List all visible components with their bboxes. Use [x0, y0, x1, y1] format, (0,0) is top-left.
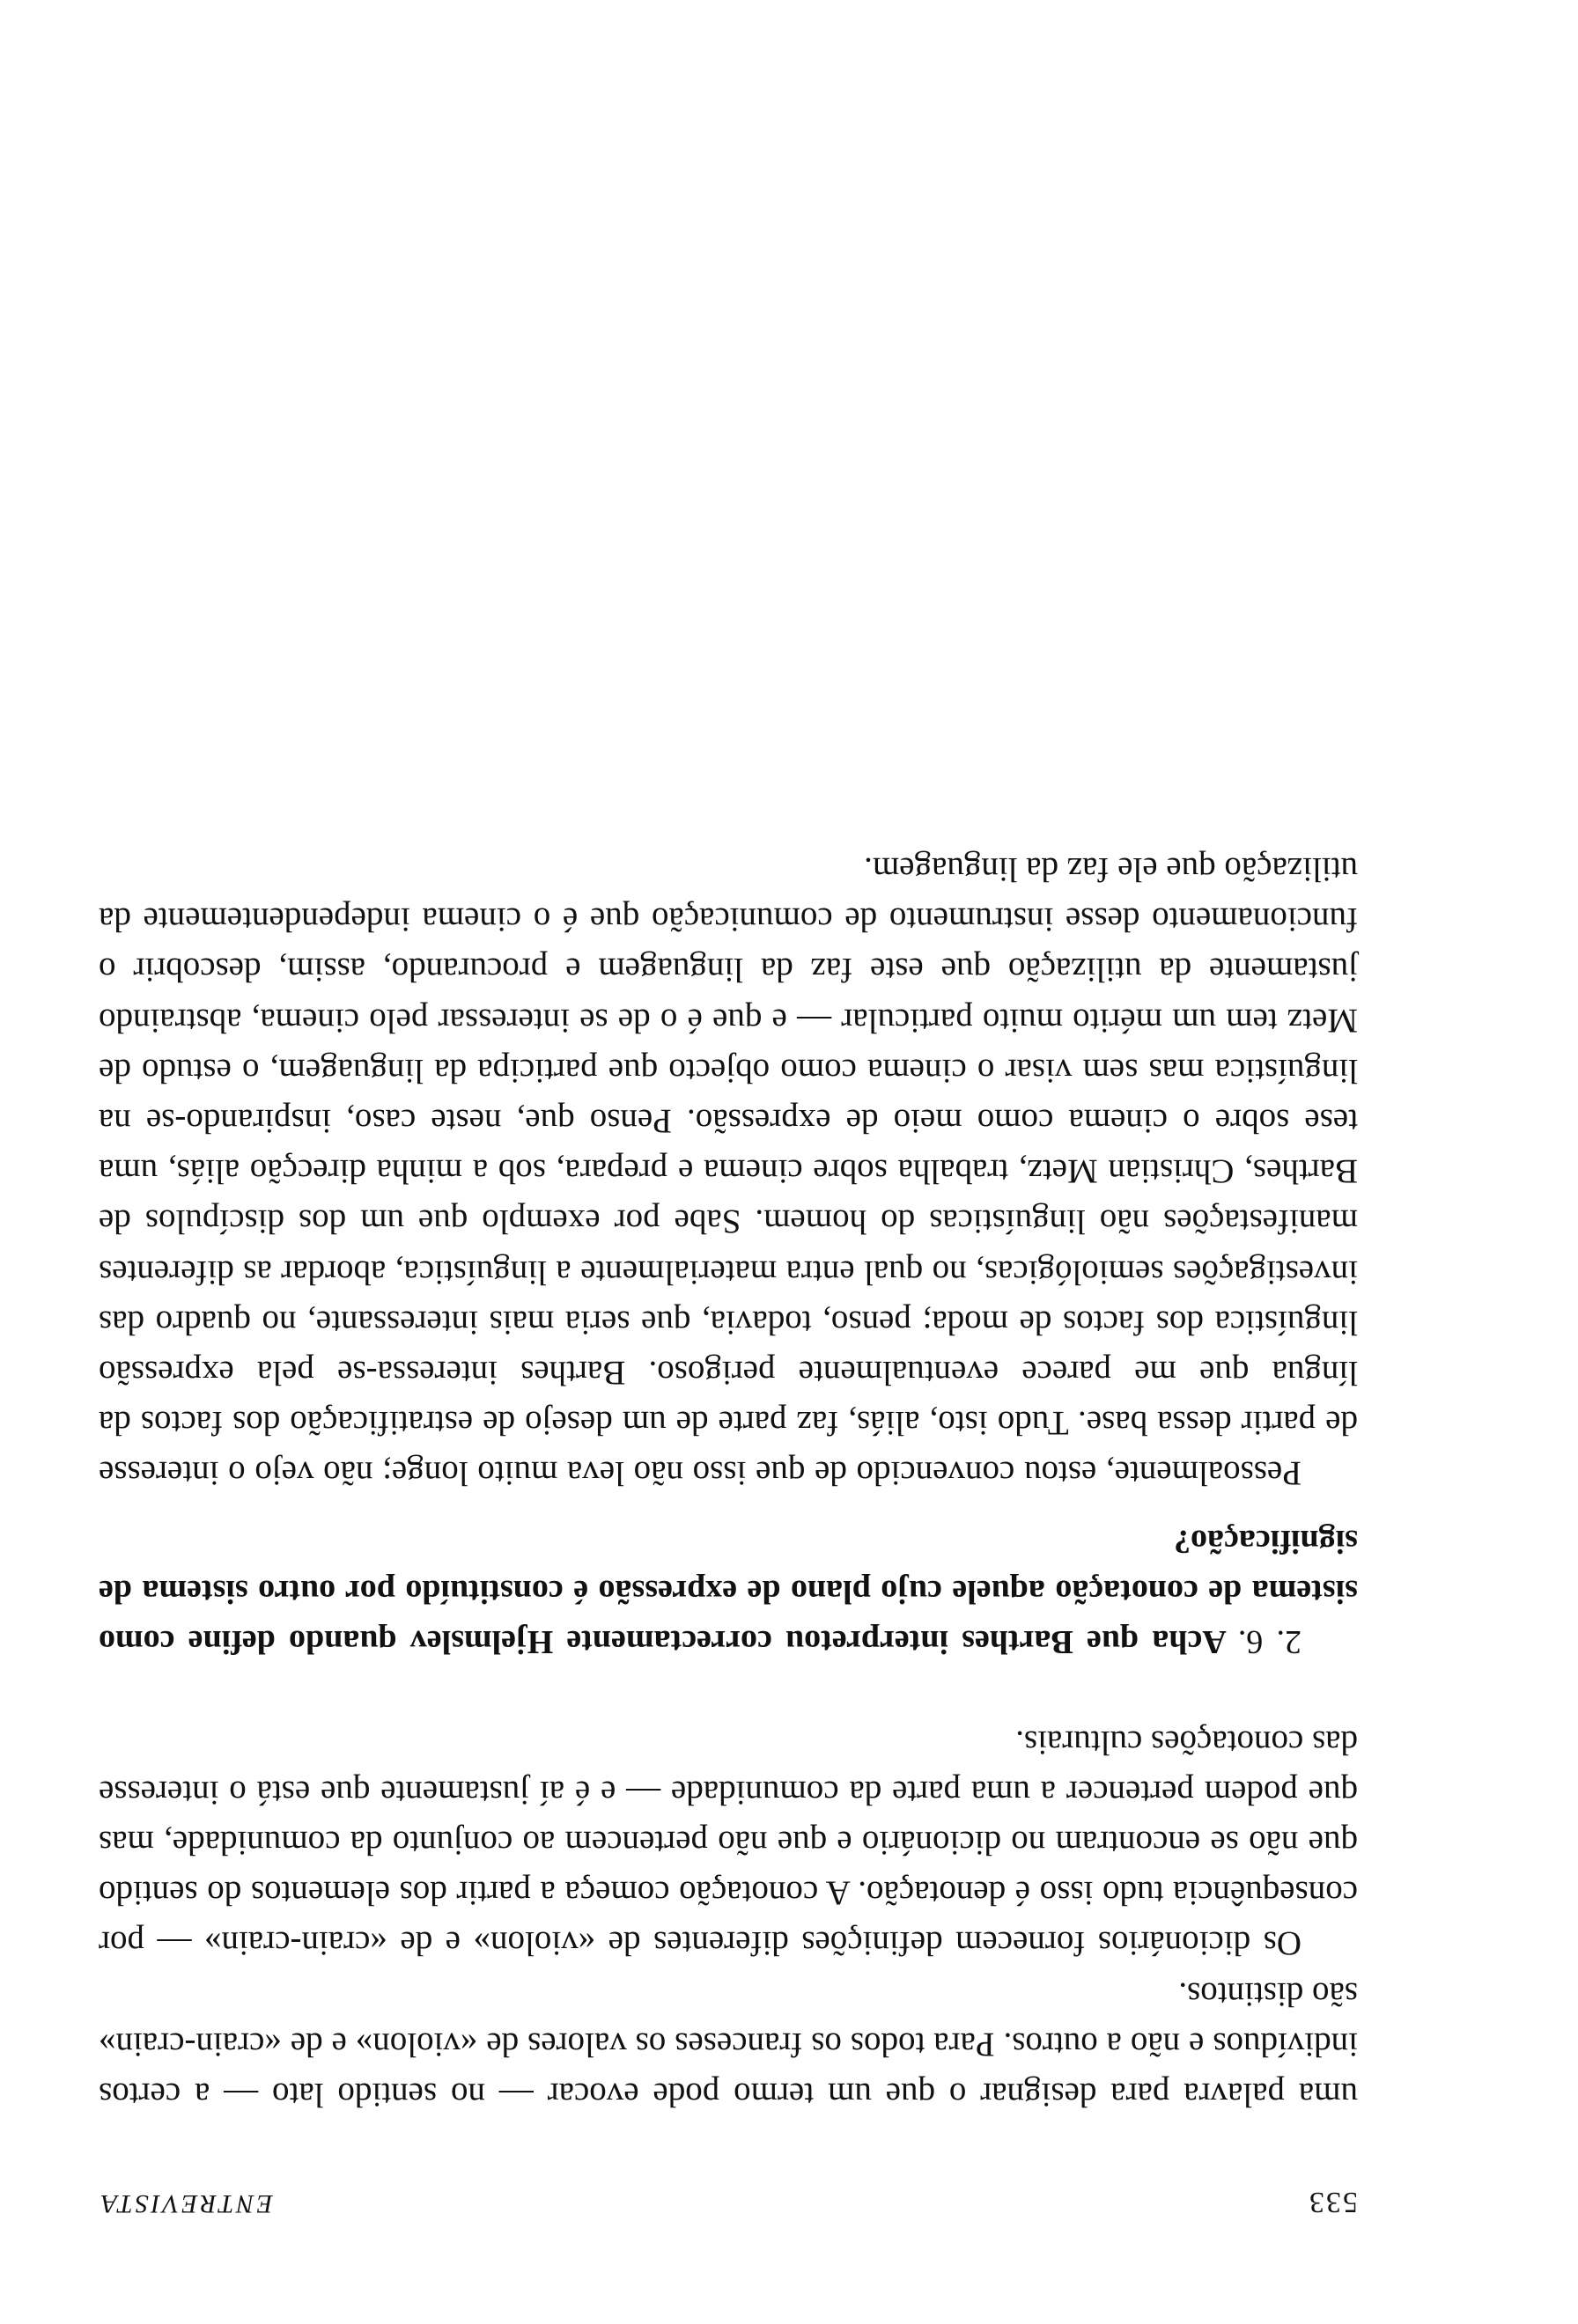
body-text	[99, 844, 1358, 2120]
page-header	[99, 2174, 1358, 2218]
paragraph-continuation: uma palavra para designar o que um termo pode evocar — no sentido lato — a certos indivíduos e não a outros. Para todos os franceses os valores de «violon» e de «crain-crain» são distintos.	[99, 1975, 1358, 2114]
section-gap	[99, 1666, 1358, 1717]
paragraph-answer: Pessoalmente, estou convencido de que isso não leva muito longe; não vejo o interesse de partir dessa base. Tudo isto, aliás, faz parte de um desejo de estratificação dos factos da língua que me parece eventualmente perigoso. Barthes interessa-se pela expressão linguística dos factos de moda; penso, todavia, que seria mais interessante, no quadro das investigações semiológicas, no qual entra materialmente a linguística, abordar as diferentes manifestações não linguísticas do homem. Sabe por exemplo que um dos discípulos de Barthes, Christian Metz, trabalha sobre cinema e prepara, sob a minha direcção aliás, uma tese sobre o cinema como meio de expressão. Penso que, neste caso, inspirando-se na linguística mas sem visar o cinema como objecto que participa da linguagem, o estudo de Metz tem um mérito muito particular — e que é o de se interessar pelo cinema, abstraindo justamente da utilização que este faz da linguagem e procurando, assim, descobrir o funcionamento desse instrumento de comunicação que é o cinema independentemente da utilização que ele faz da linguagem.	[99, 849, 1358, 1493]
question-number: 2. 6.	[1237, 1623, 1301, 1661]
page-number: 533	[1308, 2186, 1358, 2218]
interview-question	[99, 1516, 1358, 1666]
question-text: Acha que Barthes interpretou correctamente Hjelmslev quando define como sistema de conotação aquele cujo plano de expressão é constituído por outro sistema de significação?	[99, 1523, 1358, 1661]
running-head: ENTREVISTA	[99, 2189, 273, 2218]
paragraph-dictionaries: Os dicionários fornecem definições diferentes de «violon» e de «crain-crain» — por consequência tudo isso é denotação. A conotação começa a partir dos elementos do sentido que não se encontram no dicionário e que não pertencem ao conjunto da comunidade, mas que podem pertencer a uma parte da comunidade — e é aí justamente que está o interesse das conotações culturais.	[99, 1723, 1358, 1963]
question-gap	[99, 1498, 1358, 1516]
